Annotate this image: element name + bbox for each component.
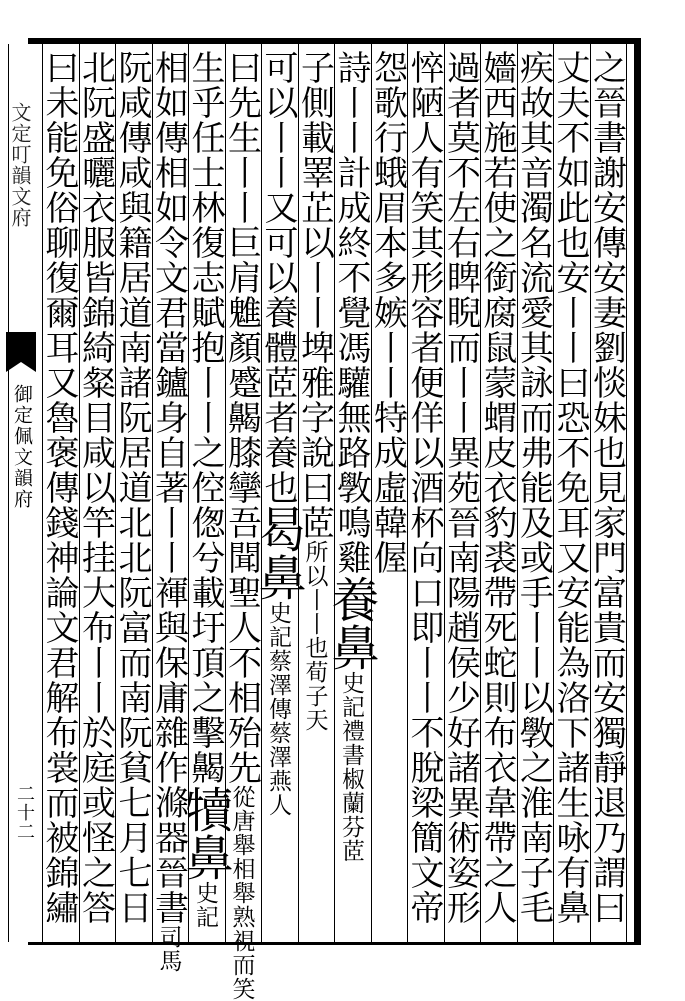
text-column (550, 50, 590, 925)
column-text: 阮咸傳咸與籍居道南諸阮居道北北阮富而南阮貧七月七日 (112, 50, 152, 925)
column-text: 子側載睪芷以丨丨埤雅字說曰茝 (294, 50, 335, 540)
text-column (323, 50, 379, 863)
annotation-text: 史記禮書椒蘭芬茝 (338, 671, 364, 863)
column-text: 曰未能免俗聊復爾耳又魯褒傳錢神論文君解布裳而被錦繡 (39, 50, 79, 925)
column-text: 曰先生丨丨巨肩魋顏蹙齃膝攣吾聞聖人不相殆先 (221, 50, 262, 785)
column-text: 嬙西施若使之銜腐鼠蒙蝟皮衣豹裘帶死蛇則布衣韋帶之人 (477, 50, 517, 925)
text-column (586, 50, 627, 925)
annotation-text: 史記蔡澤傳蔡澤燕人 (265, 601, 291, 817)
annotation-text: 史記 (192, 881, 218, 929)
text-column (250, 50, 306, 817)
column-text: 怨歌行蛾眉本多嫉丨丨特成虛韓偓 (367, 50, 408, 575)
annotation-text: 司馬 (155, 925, 182, 973)
text-column (294, 50, 335, 732)
fishtail-notch (6, 362, 36, 372)
text-column (404, 50, 444, 925)
text-column (75, 50, 116, 925)
fishtail-mark (6, 332, 36, 362)
text-column (440, 50, 481, 925)
entry-headword: 犢鼻 (177, 785, 233, 881)
column-text: 疾故其音濁名流愛其詠而弗能及或手丨丨以斆之淮南子毛 (513, 50, 554, 925)
column-text: 相如傳相如令文君當鑪身自著丨丨褌與保庸雜作滌器晉書 (148, 50, 189, 925)
column-text: 之晉書謝安傳安妻劉惔妹也見家門富貴而安獨靜退乃謂曰 (586, 50, 627, 925)
text-column (112, 50, 152, 925)
gutter-fragment-text: 文定叮韻文府 (8, 102, 32, 228)
annotation-text: 從唐舉相舉熟視而笑 (228, 785, 255, 1001)
column-text: 悴陋人有笑其形容者便佯以酒杯向口即丨丨不脫梁簡文帝 (404, 50, 444, 925)
frame-right-border (634, 38, 641, 945)
page-number: 二十二 (14, 784, 35, 841)
text-column (148, 50, 189, 973)
column-text: 生乎任士林復志賦抱丨丨之倥偬兮載圩頂之擊齃 (185, 50, 225, 785)
column-text: 詩丨丨計成終不覺馮驩無路斆鳴雞 (331, 50, 371, 575)
text-column (39, 50, 79, 925)
column-rule (8, 44, 9, 942)
column-text: 過者莫不左右睥睨而丨丨異苑晉南陽趙侯少好諸異術姿形 (440, 50, 481, 925)
annotation-text: 所以丨丨也荀子天 (301, 540, 328, 732)
book-title: 御定佩文韻府 (11, 384, 33, 510)
entry-headword: 養鼻 (323, 575, 379, 671)
column-text: 丈夫不如此也安丨丨曰恐不免耳又安能為洛下諸生咏有鼻 (550, 50, 590, 925)
frame-top-border (28, 38, 638, 44)
text-column (177, 50, 233, 929)
column-text: 北阮盛曬衣服皆錦綺粲目咸以竿挂大布丨丨於庭或怪之答 (75, 50, 116, 925)
entry-headword: 曷鼻 (250, 505, 306, 601)
frame-bottom-border (28, 942, 640, 945)
text-column (477, 50, 517, 925)
text-column (513, 50, 554, 925)
column-text: 可以丨丨又可以養體茝者養也 (258, 50, 298, 505)
text-column (367, 50, 408, 575)
